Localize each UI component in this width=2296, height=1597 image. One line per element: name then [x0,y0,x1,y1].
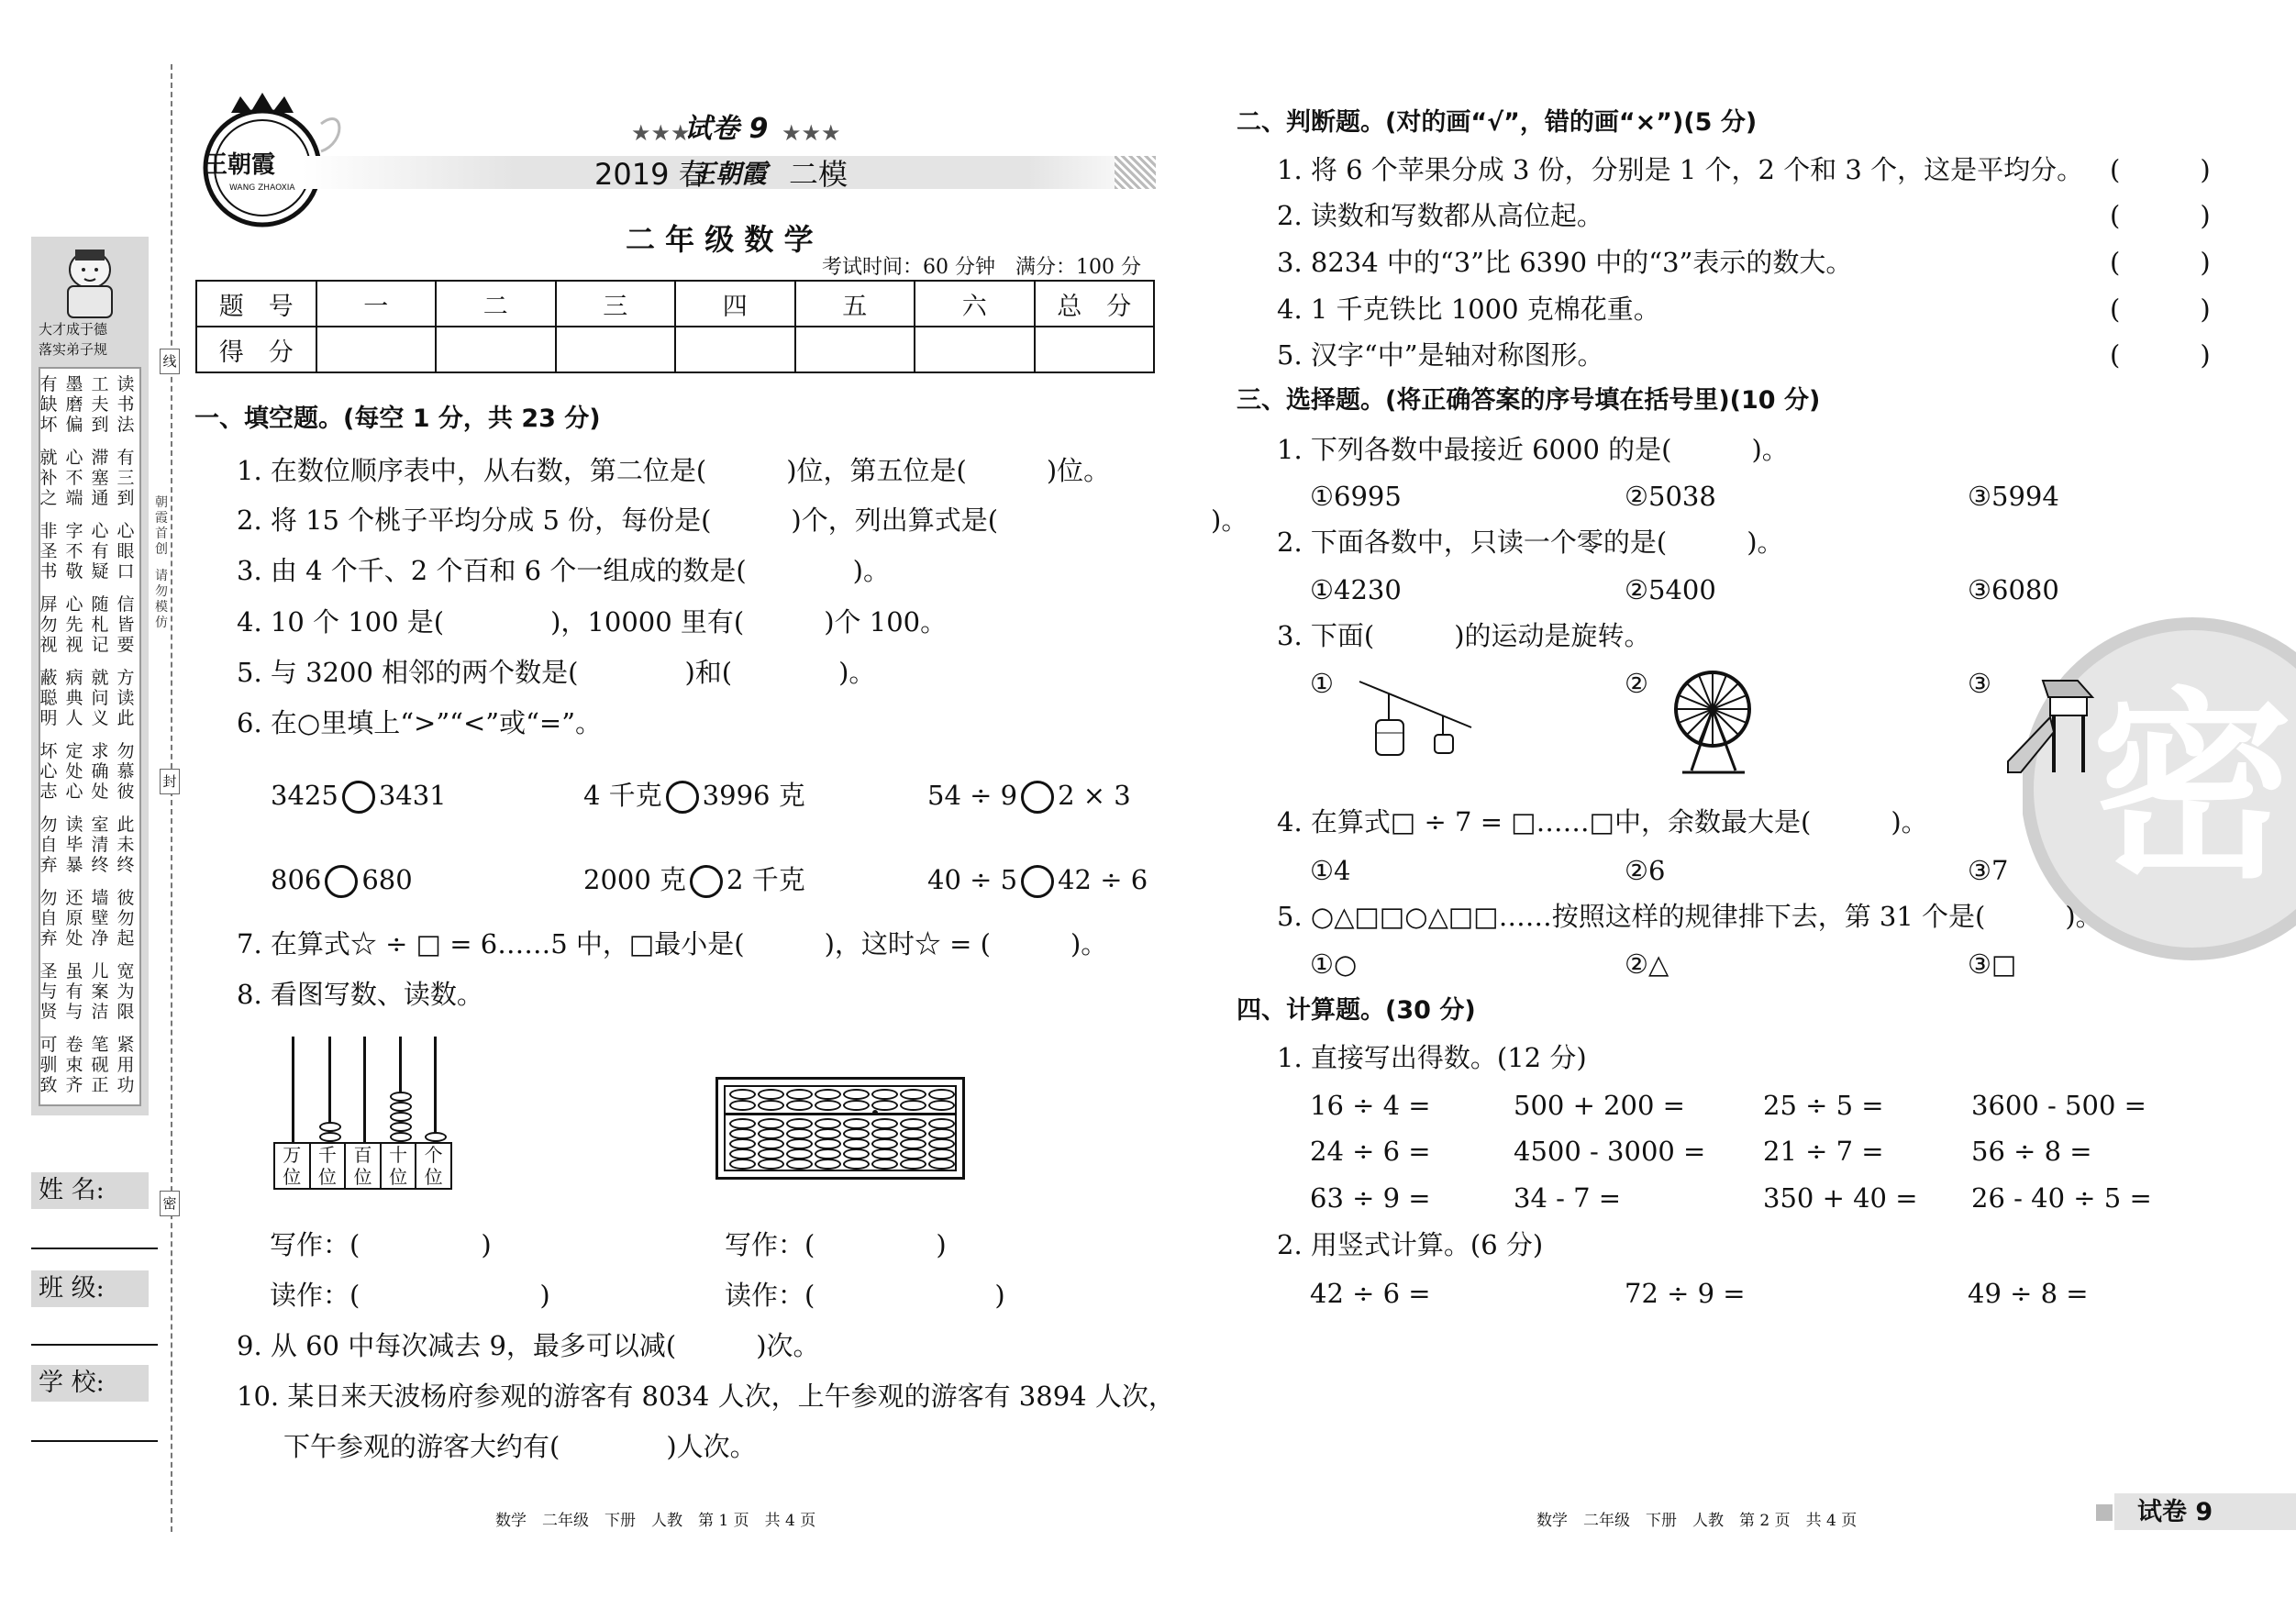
motto-column: 此未终 [116,815,135,875]
score-value-row [196,327,1154,372]
motto-column: 求确处 [91,741,109,802]
score-header-row [196,281,1154,327]
title-prefix: 2019 春 [594,157,708,192]
watermark-text: 密 [2091,671,2294,905]
choice-q5: 5. ○△□□○△□□……按照这样的规律排下去，第 31 个是( )。 [1277,901,2102,932]
oral-item: 34 - 7 = [1514,1182,1622,1214]
score-cell: 三 [556,281,676,327]
judge-item-5: 5. 汉字“中”是轴对称图形。 [1277,339,1604,371]
abacus-bead [900,1159,926,1170]
motto-column: 有三到 [116,448,135,508]
abacus-bead [815,1089,841,1100]
motto-column: 坏心志 [39,741,58,802]
seal-char-1: 线 [160,349,180,374]
motto-column: 虽有与 [65,961,83,1022]
choice-q5-opt3[interactable]: ③□ [1968,948,2017,980]
section2-heading: 二、判断题。(对的画“√”，错的画“×”)(5 分) [1237,108,1758,137]
choice-q4: 4. 在算式□ ÷ 7 = □……□中，余数最大是( )。 [1277,806,1928,837]
oral-item: 350 + 40 = [1763,1182,1918,1214]
field-name-label: 姓 名: [39,1176,105,1204]
oral-item: 16 ÷ 4 = [1310,1090,1431,1121]
choice-q2-opt2[interactable]: ②5400 [1625,574,1716,605]
slogan-top: 大才成于德 [39,321,108,338]
motto-column: 心不端 [65,448,83,508]
subject-title: 二 年 级 数 学 [626,222,814,257]
abacus-bead [786,1159,813,1170]
abacus-bead [871,1089,898,1100]
write-label-1: 写作：( ) [270,1229,492,1260]
footer-tag: 试卷 9 [2137,1498,2213,1526]
vertical-item: 49 ÷ 8 = [1968,1278,2089,1309]
score-cell: 总 分 [1035,281,1155,327]
footer-left: 数学 二年级 下册 人教 第 1 页 共 4 页 [495,1512,816,1530]
abacus-bead [729,1159,756,1170]
score-cell: 一 [316,281,437,327]
abacus-figure [715,1077,965,1180]
badge-stars-left: ★★★ [631,120,691,146]
place-label: 十位 [382,1144,417,1188]
motto-column: 字不敬 [65,521,83,582]
logo-text: 王朝霞 [204,151,276,179]
oral-item: 56 ÷ 8 = [1971,1136,2092,1167]
score-cell: 六 [915,281,1035,327]
s1-q2: 2. 将 15 个桃子平均分成 5 份，每份是( )个，列出算式是( )。 [237,505,1248,536]
motto-column: 就补之 [39,448,58,508]
choice-q3-opt3[interactable]: ③ [1968,668,1991,699]
motto-column: 滞塞通 [91,448,109,508]
abacus-bead [871,1159,898,1170]
motto-column: 紧用功 [116,1035,135,1095]
field-school-label: 学 校: [39,1369,105,1397]
title-suffix: 二模 [789,157,849,192]
compare-item-4: 806 680 [271,864,413,898]
slogan-bottom: 落实弟子规 [39,341,108,358]
calc-sub1: 1. 直接写出得数。(12 分) [1277,1042,1587,1073]
compare-circle[interactable] [1021,865,1054,898]
scholar-figure-icon [48,242,132,321]
motto-column: 定处心 [65,741,83,802]
motto-column: 儿案洁 [91,961,109,1022]
judge-item-3: 3. 8234 中的“3”比 6390 中的“3”表示的数大。 [1277,247,1853,278]
counting-frame-figure [273,1037,452,1191]
compare-circle[interactable] [666,781,699,814]
place-label: 千位 [311,1144,347,1188]
motto-column: 勿自弃 [39,815,58,875]
motto-column: 心有疑 [91,521,109,582]
choice-q2-opt1[interactable]: ①4230 [1310,574,1402,605]
exam-info: 考试时间：60 分钟 满分：100 分 [822,256,1141,279]
calc-sub2: 2. 用竖式计算。(6 分) [1277,1229,1544,1260]
choice-q2-opt3[interactable]: ③6080 [1968,574,2059,605]
compare-circle[interactable] [1021,781,1054,814]
ferris-wheel-icon [1671,659,1754,778]
motto-column: 读书法 [116,374,135,435]
choice-q4-opt2[interactable]: ②6 [1625,855,1666,886]
motto-column: 可驯致 [39,1035,58,1095]
compare-circle[interactable] [342,781,375,814]
motto-column: 宽为限 [116,961,135,1022]
s1-q10-line2: 下午参观的游客大约有( )人次。 [283,1431,757,1462]
choice-q3-opt2[interactable]: ② [1625,668,1648,699]
score-input[interactable] [675,327,795,372]
motto-column: 心眼口 [116,521,135,582]
compare-item-1: 3425 3431 [271,780,447,814]
field-name-line[interactable] [31,1248,158,1249]
place-label: 百位 [346,1144,382,1188]
abacus-bead [843,1089,870,1100]
s1-q3: 3. 由 4 个千、2 个百和 6 个一组成的数是( )。 [237,555,890,586]
abacus-bead [900,1089,926,1100]
abacus-bead [815,1159,841,1170]
motto-column: 还原处 [65,888,83,948]
abacus-bead [815,1100,841,1111]
footer-right: 数学 二年级 下册 人教 第 2 页 共 4 页 [1536,1512,1858,1530]
oral-item: 26 - 40 ÷ 5 = [1971,1182,2152,1214]
motto-column: 读毕暴 [65,815,83,875]
abacus-bead [786,1089,813,1100]
motto-column: 信皆要 [116,594,135,655]
motto-column: 有缺坏 [39,374,58,435]
abacus-bead [928,1100,955,1111]
abacus-bead [900,1100,926,1111]
motto-column: 非圣书 [39,521,58,582]
abacus-bead [843,1159,870,1170]
playground-slide-icon [2004,677,2105,778]
choice-q5-opt1[interactable]: ①○ [1310,948,1358,980]
motto-column: 圣与贤 [39,961,58,1022]
score-input[interactable] [1035,327,1155,372]
vertical-note-1: 朝霞首创 [155,495,168,557]
s1-q9: 9. 从 60 中每次减去 9，最多可以减( )次。 [237,1330,820,1361]
vertical-note-2: 请勿模仿 [155,569,168,630]
motto-column: 就问义 [91,668,109,728]
choice-q4-opt1[interactable]: ①4 [1310,855,1351,886]
abacus-bead [786,1100,813,1111]
s1-q7: 7. 在算式☆ ÷ □ = 6……5 中，□最小是( )，这时☆ = ( )。 [237,928,1108,959]
choice-q2: 2. 下面各数中，只读一个零的是( )。 [1277,527,1784,558]
s1-q1: 1. 在数位顺序表中，从右数，第二位是( )位，第五位是( )位。 [237,455,1111,486]
abacus-bead [758,1100,784,1111]
motto-column: 方读此 [116,668,135,728]
s1-q6: 6. 在○里填上“>”“<”或“=”。 [237,707,603,738]
write-label-2: 写作：( ) [725,1229,947,1260]
oral-item: 63 ÷ 9 = [1310,1182,1431,1214]
badge-stars-right: ★★★ [782,120,841,146]
motto-column: 病典人 [65,668,83,728]
compare-item-5: 2000 克 2 千克 [583,864,805,898]
motto-column: 室清终 [91,815,109,875]
motto-column: 心先视 [65,594,83,655]
judge-item-4: 4. 1 千克铁比 1000 克棉花重。 [1277,294,1660,325]
field-class-line[interactable] [31,1344,158,1346]
abacus-bead [928,1089,955,1100]
score-label: 得 分 [196,327,316,372]
cable-car-icon [1356,674,1475,775]
exam-badge: 试卷 9 [684,113,769,145]
oral-item: 500 + 200 = [1514,1090,1685,1121]
oral-item: 24 ÷ 6 = [1310,1136,1431,1167]
motto-column: 屏勿视 [39,594,58,655]
score-input[interactable] [795,327,915,372]
judge-item-2: 2. 读数和写数都从高位起。 [1277,200,1603,231]
score-input[interactable] [436,327,556,372]
seal-char-2: 封 [160,769,180,794]
s1-q4: 4. 10 个 100 是( )，10000 里有( )个 100。 [237,606,948,638]
oral-item: 21 ÷ 7 = [1763,1136,1884,1167]
place-label-row [273,1142,452,1190]
s1-q5: 5. 与 3200 相邻的两个数是( )和( )。 [237,657,876,688]
abacus-bead [758,1159,784,1170]
vertical-item: 72 ÷ 9 = [1625,1278,1746,1309]
abacus-bead [729,1100,756,1111]
read-label-1: 读作：( ) [270,1280,550,1311]
score-cell: 题 号 [196,281,316,327]
title-brand: 王朝霞 [690,159,768,189]
choice-q1-opt1[interactable]: ①6995 [1310,481,1402,512]
choice-q4-opt3[interactable]: ③7 [1968,855,2009,886]
choice-q1: 1. 下列各数中最接近 6000 的是( )。 [1277,434,1789,465]
compare-item-2: 4 千克 3996 克 [583,780,805,814]
score-cell: 四 [675,281,795,327]
place-label: 个位 [424,1144,443,1188]
score-table [195,280,1155,373]
compare-circle[interactable] [690,865,723,898]
judge-paren-2[interactable]: ( ) [2110,200,2211,231]
read-label-2: 读作：( ) [725,1280,1005,1311]
choice-q3: 3. 下面( )的运动是旋转。 [1277,620,1651,651]
score-cell: 二 [436,281,556,327]
motto-column: 卷束齐 [65,1035,83,1095]
score-input[interactable] [556,327,676,372]
oral-item: 25 ÷ 5 = [1763,1090,1884,1121]
motto-column: 勿自弃 [39,888,58,948]
motto-column: 墙壁净 [91,888,109,948]
judge-paren-3[interactable]: ( ) [2110,247,2211,278]
judge-item-1: 1. 将 6 个苹果分成 3 份，分别是 1 个，2 个和 3 个，这是平均分。 [1277,154,2084,185]
choice-q3-opt1[interactable]: ① [1310,668,1334,699]
s1-q8: 8. 看图写数、读数。 [237,979,483,1010]
choice-q1-opt3[interactable]: ③5994 [1968,481,2059,512]
section3-heading: 三、选择题。(将正确答案的序号填在括号里)(10 分) [1237,386,1821,415]
motto-column: 随札记 [91,594,109,655]
score-input[interactable] [316,327,437,372]
field-school-line[interactable] [31,1440,158,1442]
seal-char-3: 密 [160,1191,180,1216]
judge-paren-5[interactable]: ( ) [2110,339,2211,371]
vertical-item: 42 ÷ 6 = [1310,1278,1431,1309]
abacus-bead [928,1159,955,1170]
motto-column: 工夫到 [91,374,109,435]
motto-column: 墨磨偏 [65,374,83,435]
score-input[interactable] [915,327,1035,372]
section4-heading: 四、计算题。(30 分) [1237,996,1476,1025]
section1-heading: 一、填空题。(每空 1 分，共 23 分) [194,405,601,433]
logo-subtext: WANG ZHAOXIA [229,183,295,193]
judge-paren-4[interactable]: ( ) [2110,294,2211,325]
abacus-bead [729,1089,756,1100]
oral-item: 3600 - 500 = [1971,1090,2146,1121]
judge-paren-1[interactable]: ( ) [2110,154,2211,185]
motto-column: 勿慕彼 [116,741,135,802]
compare-circle[interactable] [325,865,358,898]
place-label: 万位 [275,1144,311,1188]
oral-item: 4500 - 3000 = [1514,1136,1706,1167]
s1-q10-line1: 10. 某日来天波杨府参观的游客有 8034 人次，上午参观的游客有 3894 人次， [237,1381,1175,1412]
choice-q5-opt2[interactable]: ②△ [1625,948,1669,980]
fold-line [171,64,172,1532]
abacus-bead [843,1100,870,1111]
motto-column: 蔽聪明 [39,668,58,728]
motto-column: 彼勿起 [116,888,135,948]
choice-q1-opt2[interactable]: ②5038 [1625,481,1716,512]
score-cell: 五 [795,281,915,327]
compare-item-3: 54 ÷ 9 2 × 3 [927,780,1131,814]
field-class-label: 班 级: [39,1274,105,1303]
abacus-bead [758,1089,784,1100]
motto-column: 笔砚正 [91,1035,109,1095]
compare-item-6: 40 ÷ 5 42 ÷ 6 [927,864,1148,898]
